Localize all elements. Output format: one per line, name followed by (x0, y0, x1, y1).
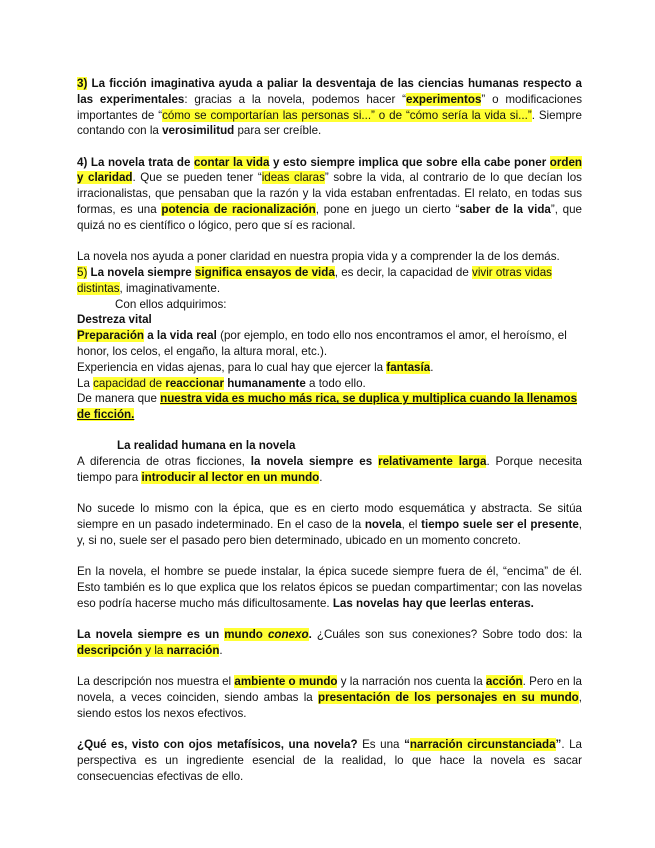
paragraph-p14 (77, 564, 582, 611)
text-segment: A diferencia de otras ficciones, (77, 455, 251, 469)
text-segment: la novela siempre es (250, 455, 379, 469)
text-segment: novela (364, 518, 402, 532)
text-segment: introducir al lector en un mundo (141, 471, 320, 485)
paragraph-p4 (77, 265, 582, 297)
text-segment: “ (404, 738, 410, 752)
paragraph-p16 (77, 674, 582, 721)
text-segment: vivir otras vidas distintas (77, 265, 552, 295)
paragraph-p5 (77, 297, 582, 313)
paragraph-p3 (77, 249, 582, 265)
text-segment: La descripción nos muestra el (77, 675, 235, 689)
paragraph-p10 (77, 391, 582, 423)
text-segment: La (77, 376, 94, 390)
text-segment: . (430, 360, 434, 374)
paragraph-p7 (77, 328, 582, 360)
text-segment: ¿Qué es, visto con ojos metafísicos, una novela? (77, 738, 358, 752)
text-segment: a la vida real (144, 329, 217, 343)
text-segment: La novela nos ayuda a poner claridad en nuestra propia vida y a comprender la de los demás. (77, 250, 560, 264)
text-segment: ambiente o mundo (234, 675, 338, 689)
text-segment: , imaginativamente. (119, 281, 221, 295)
text-segment: Experiencia en vidas ajenas, para lo cual hay que ejercer la (77, 360, 387, 374)
text-segment: . Porque necesita tiempo para (77, 455, 582, 485)
text-segment: ” sobre la vida, al contrario de lo que decían los irracionalistas, que pensaban que la razón y la vida estaban enfrentadas. El relato, en todas sus formas, es una (77, 171, 582, 217)
paragraph-p8 (77, 360, 582, 376)
text-segment: orden y claridad (77, 155, 582, 185)
text-segment: De manera que (77, 392, 161, 406)
text-segment: ” o modificaciones importantes de “ (77, 92, 583, 122)
paragraph-p13 (77, 501, 582, 548)
text-segment: tiempo suele ser el presente (421, 518, 579, 532)
text-segment: La novela siempre es un (77, 628, 225, 642)
text-segment: , es decir, la capacidad de (334, 265, 473, 279)
text-segment: saber de la vida (459, 203, 551, 217)
text-segment: conexo (267, 628, 309, 642)
text-segment: experimentos (406, 92, 482, 106)
text-segment: fantasía (386, 360, 431, 374)
text-segment: narración (166, 643, 220, 657)
text-segment: potencia de racionalización (161, 203, 316, 217)
text-segment: Destreza vital (77, 313, 152, 327)
text-segment: , el (401, 518, 422, 532)
text-segment: ”, que quizá no es científico o lógico, pero que sí es racional. (77, 203, 583, 232)
text-segment: y la narración nos cuenta la (337, 675, 486, 689)
text-segment: acción (485, 675, 523, 689)
text-segment: (por ejemplo, en todo ello nos encontramos el amor, el heroísmo, el honor, los celos, el engaño, la altura moral, etc.). (77, 329, 567, 358)
text-segment: 5) (77, 265, 88, 279)
paragraph-p12 (77, 454, 582, 486)
text-segment: , siendo estos los nexos efectivos. (77, 691, 583, 720)
text-segment: . Que se pueden tener “ (132, 171, 262, 185)
text-segment: 4) La novela trata de (77, 155, 194, 169)
text-segment: Las novelas hay que leerlas enteras. (332, 596, 534, 610)
text-segment: . (219, 643, 223, 657)
paragraph-p17 (77, 737, 582, 784)
text-segment: Con ellos adquirimos: (115, 297, 227, 311)
text-segment: . (308, 628, 312, 642)
text-segment: descripción (77, 643, 143, 657)
text-segment: cómo se comportarían las personas si...” o de “cómo sería la vida si...” (162, 108, 532, 122)
paragraph-p11 (77, 438, 582, 454)
text-segment: . La perspectiva es un ingrediente esencial de la realidad, lo que hace la novela es sacar consecuencias efectivas de ello. (77, 738, 582, 783)
paragraph-p15 (77, 627, 582, 659)
text-segment: y esto siempre implica que sobre ella cabe poner (269, 155, 550, 169)
paragraph-p2 (77, 155, 582, 234)
text-segment: , pone en juego un cierto “ (315, 203, 460, 217)
text-segment: relativamente larga (378, 455, 487, 469)
text-segment: No sucede lo mismo con la épica, que es en cierto modo esquemática y abstracta. Se sitúa siempre en un pasado indeterminado. En el caso de la (77, 502, 582, 532)
text-segment: nuestra vida es mucho más rica, se duplica y multiplica cuando la llenamos de ficción. (77, 392, 578, 422)
text-segment: verosimilitud (162, 124, 235, 138)
text-segment: narración circunstanciada (409, 738, 556, 752)
paragraph-p9 (77, 376, 582, 392)
text-segment: La ficción imaginativa ayuda a paliar la desventaja de las ciencias humanas respecto a las experimentales (77, 77, 582, 106)
text-segment: mundo (224, 628, 268, 642)
text-segment: 3) (77, 77, 88, 90)
paragraph-p1 (77, 76, 582, 139)
text-segment: La realidad humana en la novela (117, 439, 296, 453)
text-segment: contar la vida (193, 155, 270, 169)
text-segment: La novela siempre (87, 265, 195, 279)
paragraph-p6 (77, 312, 582, 328)
text-segment: para ser creíble. (234, 124, 322, 138)
text-segment: reaccionar (165, 376, 224, 390)
text-segment: : gracias a la novela, podemos hacer “ (184, 92, 407, 106)
text-segment: capacidad de (93, 376, 166, 390)
text-segment: . Pero en la novela, a veces coinciden, siendo ambas la (77, 675, 582, 704)
text-segment: presentación de los personajes en su mundo (317, 691, 579, 704)
text-segment: humanamente (223, 376, 306, 390)
text-segment: ideas claras (261, 171, 325, 185)
text-segment: significa ensayos de vida (194, 265, 335, 279)
text-segment: y la (142, 643, 167, 657)
text-segment: , y, si no, suele ser el pasado pero bien determinado, ubicado en un momento concreto. (77, 518, 582, 547)
text-segment: ¿Cuáles son sus conexiones? Sobre todo dos: la (311, 628, 582, 642)
text-segment: Preparación (77, 329, 145, 343)
text-segment: . (319, 471, 323, 485)
text-segment: Es una (357, 738, 405, 752)
text-segment: En la novela, el hombre se puede instalar, la épica sucede siempre fuera de él, “encima” de él. Esto también es lo que explica que los relatos épicos se puedan compartimentar; con las novelas eso podría hacerse mucho más dificultosamente. (77, 565, 582, 610)
text-segment: ” (555, 738, 562, 752)
text-segment: a todo ello. (305, 376, 366, 390)
text-segment: . Siempre contando con la (77, 108, 582, 138)
